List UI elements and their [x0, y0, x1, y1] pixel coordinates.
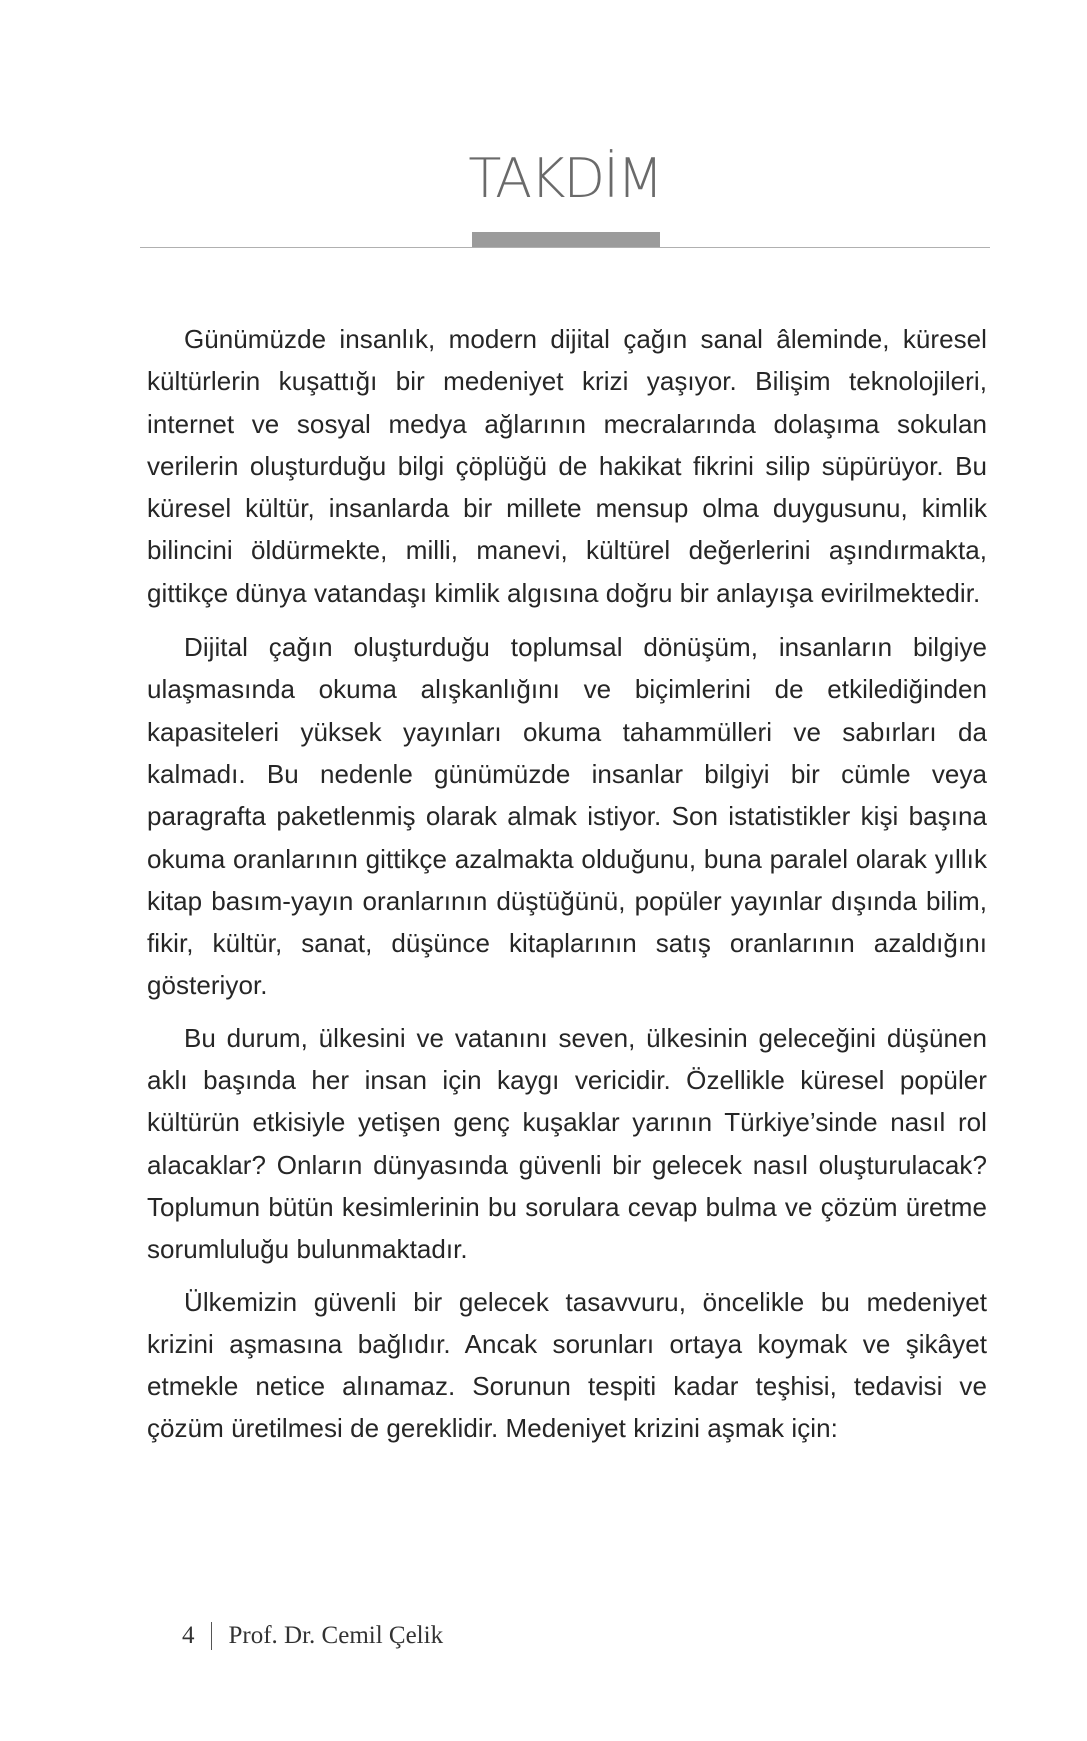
author-name: Prof. Dr. Cemil Çelik	[228, 1622, 444, 1649]
paragraph: Günümüzde insanlık, modern dijital çağın sanal âleminde, küresel kültürlerin kuşattığı bir medeniyet krizi yaşıyor. Bilişim teknolojileri, internet ve sosyal medya ağlarının mecralarında dolaşıma sokulan verilerin oluşturduğu bilgi çöplüğü de hakikat fikrini silip süpürüyor. Bu küresel kültür, insanlarda bir millete mensup olma duygusunu, kimlik bilincini öldürmekte, milli, manevi, kültürel değerlerini aşındırmakta, gittikçe dünya vatandaşı kimlik algısına doğru bir anlayışa evirilmektedir.	[147, 324, 987, 608]
title-accent-bar	[472, 232, 660, 248]
page-footer	[182, 1622, 443, 1650]
footer-separator	[211, 1622, 212, 1650]
body-text	[147, 318, 987, 1460]
page-number: 4	[182, 1622, 195, 1649]
page-title: TAKDİM	[468, 147, 662, 210]
paragraph: Dijital çağın oluşturduğu toplumsal dönüşüm, insanların bilgiye ulaşmasında okuma alışkanlığını ve biçimlerini de etkilediğinden kapasiteleri yüksek yayınları okuma tahammülleri ve sabırları da kalmadı. Bu nedenle günümüzde insanlar bilgiyi bir cümle veya paragrafta paketlenmiş olarak almak istiyor. Son istatistikler kişi başına okuma oranlarının gittikçe azalmakta olduğunu, buna paralel olarak yıllık kitap basım-yayın oranlarının düştüğünü, popüler yayınlar dışında bilim, fikir, kültür, sanat, düşünce kitaplarının satış oranlarının azaldığını gösteriyor.	[147, 632, 987, 1001]
paragraph: Bu durum, ülkesini ve vatanını seven, ülkesinin geleceğini düşünen aklı başında her insan için kaygı vericidir. Özellikle küresel popüler kültürün etkisiyle yetişen genç kuşaklar yarının Türkiye’sinde nasıl rol alacaklar? Onların dünyasında güvenli bir gelecek nasıl oluşturulacak? Toplumun bütün kesimlerinin bu sorulara cevap bulma ve çözüm üretme sorumluluğu bulunmaktadır.	[147, 1022, 987, 1265]
paragraph: Ülkemizin güvenli bir gelecek tasavvuru, öncelikle bu medeniyet krizini aşmasına bağlıdır. Ancak sorunları ortaya koymak ve şikâyet etmekle netice alınamaz. Sorunun tespiti kadar teşhisi, tedavisi ve çözüm üretilmesi de gereklidir. Medeniyet krizini aşmak için:	[147, 1286, 987, 1444]
title-divider	[140, 247, 990, 248]
